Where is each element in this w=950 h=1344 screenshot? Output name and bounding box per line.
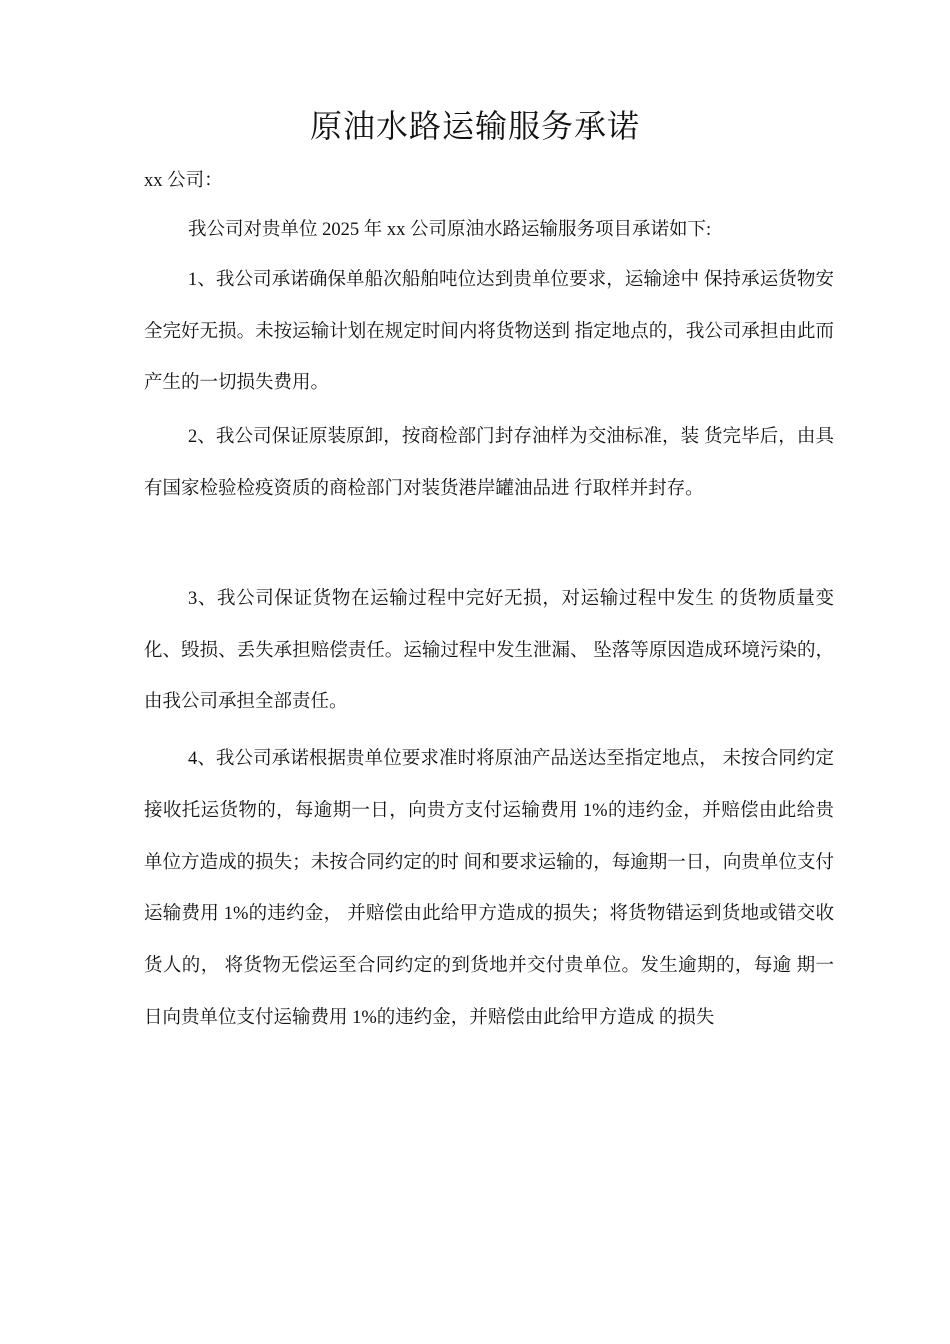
document-title: 原油水路运输服务承诺 [309,108,640,144]
addressee: xx 公司： [144,171,223,191]
commitment-paragraph-2: 2、我公司保证原装原卸，按商检部门封存油样为交油标准，装 货完毕后，由具有国家检验检疫资质的商检部门对装货港岸罐油品进 行取样并封存。 [144,427,834,499]
commitment-paragraph-1: 1、我公司承诺确保单船次船舶吨位达到贵单位要求，运输途中 保持承运货物安全完好无损。未按运输计划在规定时间内将货物送到 指定地点的，我公司承担由此而产生的一切损失费用。 [144,270,834,393]
commitment-paragraph-3: 3、我公司保证货物在运输过程中完好无损，对运输过程中发生 的货物质量变化、毁损、丢失承担赔偿责任。运输过程中发生泄漏、 坠落等原因造成环境污染的，由我公司承担全部责任。 [144,589,834,712]
intro-paragraph: 我公司对贵单位 2025 年 xx 公司原油水路运输服务项目承诺如下: [188,220,712,240]
commitment-paragraph-4: 4、我公司承诺根据贵单位要求准时将原油产品送达至指定地点， 未按合同约定接收托运货物的，每逾期一日，向贵方支付运输费用 1%的违约金，并赔偿由此给贵单位方造成的损失；未按合同约定的时 间和要求运输的，每逾期一日，向贵单位支付运输费用 1%的违约金， 并赔偿由此给甲方造成的损失；将货物错运到货地或错交收货人的， 将货物无偿运至合同约定的到货地并交付贵单位。发生逾期的，每逾 期一日向贵单位支付运输费用 1%的违约金，并赔偿由此给甲方造成 的损失 [144,749,834,1028]
